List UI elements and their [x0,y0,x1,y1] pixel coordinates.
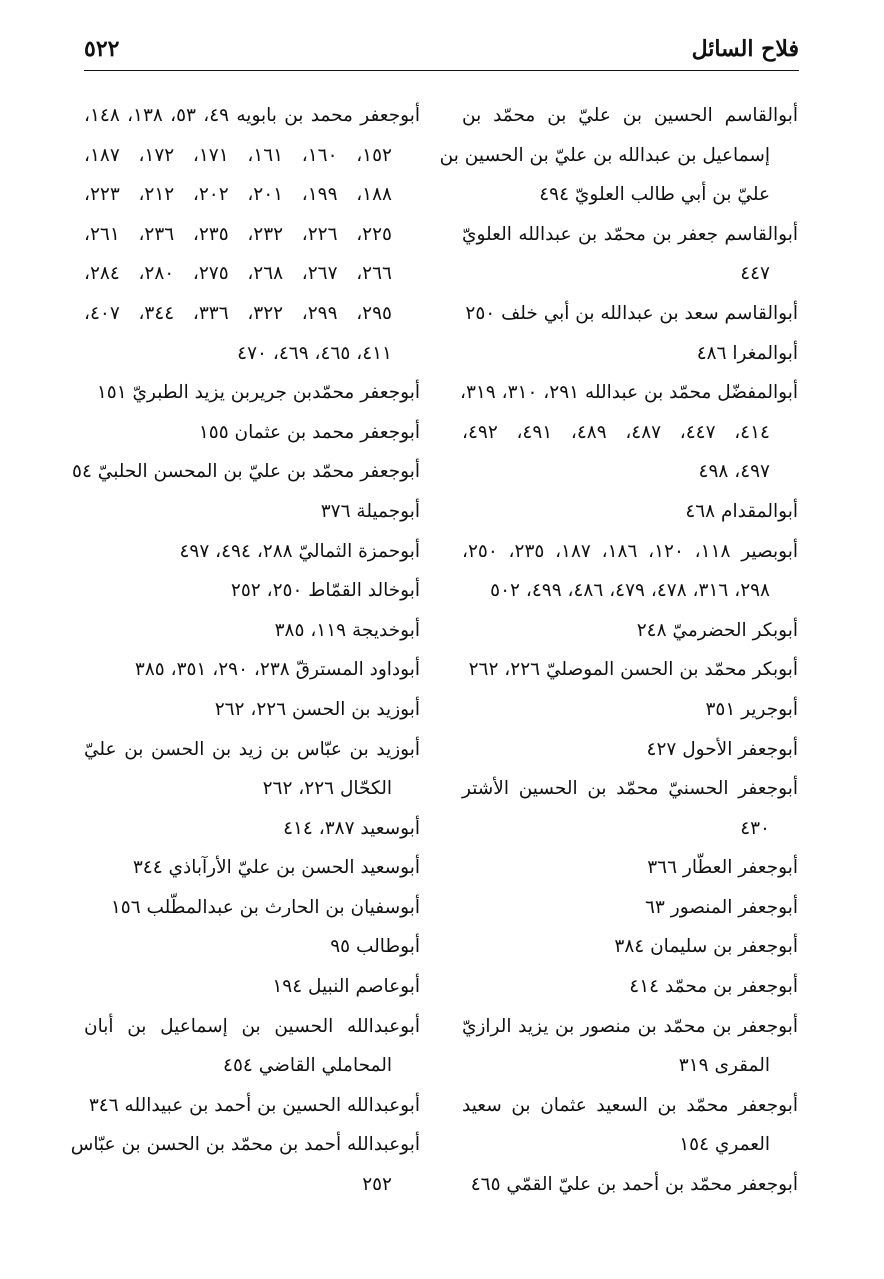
entry-continuation-line: ٤٣٠ [740,817,770,839]
entry-line: أبوزيد بن عبّاس بن زيد بن الحسن بن عليّ [84,738,420,760]
index-entry [439,96,798,215]
entry-line: أبوبكر الحضرميّ ٢٤٨ [636,619,798,641]
entry-line: أبوجعفر محمّد بن أحمد بن عليّ القمّي ٤٦٥ [470,1174,798,1196]
entry-line: أبوبكر محمّد بن الحسن الموصليّ ٢٢٦، ٢٦٢ [468,659,798,681]
index-entry [84,373,420,413]
entry-continuation-line: ٢٢٥، ٢٢٦، ٢٣٢، ٢٣٥، ٢٣٦، ٢٦١، [84,223,392,245]
entry-continuation-line: ٢٦٦، ٢٦٧، ٢٦٨، ٢٧٥، ٢٨٠، ٢٨٤، [84,263,392,285]
index-entry [84,967,420,1007]
index-entry [462,967,798,1007]
index-entry [462,927,798,967]
entry-continuation-line: ٤٩٧، ٤٩٨ [698,461,770,483]
index-entry [84,927,420,967]
entry-line: أبوالمغرا ٤٨٦ [696,342,798,364]
entry-line: أبوجعفر المنصور ٦٣ [645,896,798,918]
entry-continuation-line: ٤٤٧ [740,263,770,285]
index-entry [84,492,420,532]
entry-line: أبوعبدالله الحسين بن أحمد بن عبيدالله ٣٤٦ [88,1094,420,1116]
entry-line: أبوجعفر الأحول ٤٢٧ [646,738,798,760]
index-entry [84,730,420,809]
entry-line: أبوخالد القمّاط ٢٥٠، ٢٥٢ [230,580,420,602]
index-entry [84,532,420,572]
entry-line: أبوخديجة ١١٩، ٣٨٥ [274,619,420,641]
entry-continuation-line: الكحّال ٢٢٦، ٢٦٢ [262,778,392,800]
index-entry [84,848,420,888]
entry-line: أبوسفيان بن الحارث بن عبدالمطّلب ١٥٦ [110,896,420,918]
entry-line: أبوالقاسم الحسين بن عليّ بن محمّد بن [462,105,798,126]
index-entry [84,650,420,690]
index-entry [462,532,798,611]
entry-continuation-line: عليّ بن أبي طالب العلويّ ٤٩٤ [539,184,770,206]
index-entry [462,650,798,690]
page-number: ٥٢٢ [84,36,120,62]
entry-continuation-line: المقرى ٣١٩ [678,1055,770,1077]
index-entry [84,611,420,651]
entry-continuation-line: ٢٩٨، ٣١٦، ٤٧٨، ٤٧٩، ٤٨٦، ٤٩٩، ٥٠٢ [490,580,770,602]
entry-line: أبوعبدالله أحمد بن محمّد بن الحسن بن عبّاس [70,1134,420,1156]
index-entry [462,294,798,334]
entry-line: أبوداود المسترقّ ٢٣٨، ٢٩٠، ٣٥١، ٣٨٥ [134,659,420,681]
entry-line: أبوسعيد ٣٨٧، ٤١٤ [283,817,420,839]
entry-line: أبوجعفر محمد بن بابويه ٤٩، ٥٣، ١٣٨، ١٤٨، [84,105,421,126]
entry-line: أبوجميلة ٣٧٦ [320,500,420,522]
index-entry [462,1086,798,1165]
page-header [84,30,799,71]
index-entry [70,1125,420,1204]
index-entry [462,730,798,770]
index-entry [84,96,420,373]
entry-line: أبوطالب ٩٥ [330,936,420,958]
entry-line: أبوحمزة الثماليّ ٢٨٨، ٤٩٤، ٤٩٧ [179,540,420,562]
entry-line: أبوالقاسم سعد بن عبدالله بن أبي خلف ٢٥٠ [465,302,798,324]
entry-continuation-line: المحاملي القاضي ٤٥٤ [223,1055,392,1077]
entry-line: أبوجرير ٣٥١ [705,698,798,720]
entry-continuation-line: العمري ١٥٤ [679,1134,770,1156]
running-title: فلاح السائل [691,36,799,62]
index-entry [462,1007,798,1086]
entry-line: أبوجعفر محمّدبن جريربن يزيد الطبريّ ١٥١ [96,382,420,404]
index-entry [462,334,798,374]
index-entry [72,452,420,492]
index-entry [462,769,798,848]
entry-line: أبوعبدالله الحسين بن إسماعيل بن أبان [84,1015,420,1037]
index-column-right [439,96,799,1205]
entry-continuation-line: ٤١١، ٤٦٥، ٤٦٩، ٤٧٠ [237,342,392,364]
entry-line: أبوالمقدام ٤٦٨ [685,500,798,522]
index-entry [462,611,798,651]
index-entry [84,413,420,453]
entry-line: أبوجعفر العطّار ٣٦٦ [647,857,798,879]
index-entry [84,809,420,849]
entry-line: أبوجعفر بن محمّد ٤١٤ [629,976,798,998]
entry-line: أبوجعفر بن محمّد بن منصور بن يزيد الرازيّ [462,1015,798,1037]
index-entry [84,888,420,928]
entry-continuation-line: ١٥٢، ١٦٠، ١٦١، ١٧١، ١٧٢، ١٨٧، [84,144,392,166]
index-entry [459,373,798,492]
entry-line: أبوجعفر الحسنيّ محمّد بن الحسين الأشتر [462,778,798,800]
entry-line: أبوسعيد الحسن بن عليّ الأرآباذي ٣٤٤ [132,857,420,879]
index-column-left [70,96,421,1205]
entry-line: أبوجعفر محمد بن عثمان ١٥٥ [198,421,420,443]
entry-line: أبوبصير ١١٨، ١٢٠، ١٨٦، ١٨٧، ٢٣٥، ٢٥٠، [462,540,799,562]
index-entry [84,1086,420,1126]
entry-continuation-line: ٢٥٢ [362,1174,392,1196]
entry-continuation-line: ٢٩٥، ٢٩٩، ٣٢٢، ٣٣٦، ٣٤٤، ٤٠٧، [84,302,392,324]
index-entry [462,215,798,294]
index-entry [462,1165,798,1205]
entry-line: أبوجعفر محمّد بن عليّ بن المحسن الحلبيّ ٥٤ [72,461,420,483]
index-entry [462,848,798,888]
index-entry [462,690,798,730]
index-entry [462,492,798,532]
entry-continuation-line: ١٨٨، ١٩٩، ٢٠١، ٢٠٢، ٢١٢، ٢٢٣، [84,184,392,206]
entry-line: أبوعاصم النبيل ١٩٤ [272,976,420,998]
entry-line: أبوجعفر بن سليمان ٣٨٤ [614,936,798,958]
entry-line: أبوزيد بن الحسن ٢٢٦، ٢٦٢ [214,698,420,720]
entry-line: أبوجعفر محمّد بن السعيد عثمان بن سعيد [462,1094,798,1116]
index-entry [462,888,798,928]
entry-continuation-line: ٤١٤، ٤٤٧، ٤٨٧، ٤٨٩، ٤٩١، ٤٩٢، [462,421,770,443]
index-entry [84,571,420,611]
index-entry [84,690,420,730]
entry-line: أبوالقاسم جعفر بن محمّد بن عبدالله العلويّ [462,223,798,245]
entry-line: أبوالمفضّل محمّد بن عبدالله ٢٩١، ٣١٠، ٣١٩، [459,382,798,404]
index-entry [84,1007,420,1086]
entry-continuation-line: إسماعيل بن عبدالله بن عليّ بن الحسين بن [439,144,770,166]
